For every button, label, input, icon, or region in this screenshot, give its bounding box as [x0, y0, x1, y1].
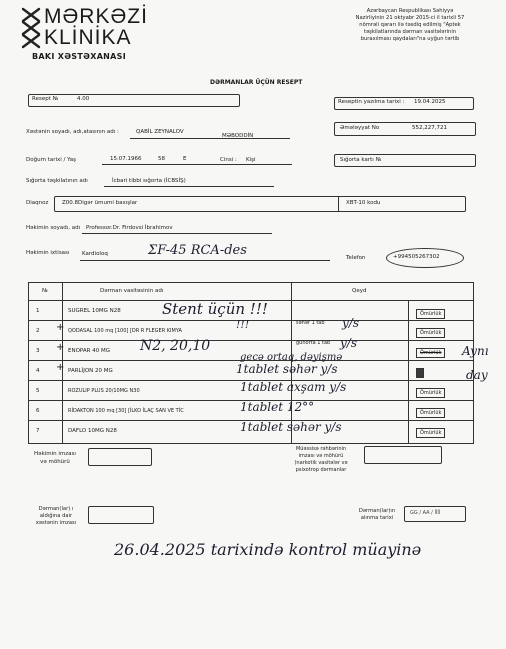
row-number: 5	[36, 388, 40, 394]
row-divider	[28, 320, 473, 321]
specialty-value: Kardioloq	[82, 251, 108, 257]
doctor-signature-label	[32, 450, 78, 466]
handwritten-row-note: 1tablet axşam y/s	[240, 380, 347, 394]
patient-value: QABİL ZEYNALOV	[136, 129, 184, 135]
recipe-no-label: Resept №	[32, 96, 59, 102]
lifelong-label: Ömürlük	[416, 408, 445, 418]
row-divider	[28, 340, 473, 341]
regulation-block	[335, 8, 485, 43]
row-number: 1	[36, 308, 40, 314]
patient-label: Xəstənin soyadı, adı,atasının adı :	[26, 129, 119, 135]
row-number: 6	[36, 408, 40, 414]
birth-label: Doğum tarixi / Yaş	[26, 157, 76, 163]
logo-mark-icon	[20, 6, 42, 50]
handwritten-row-note: gecə ortaq, dəyişmə	[240, 352, 343, 363]
drug-name: DAFLO 10MG N28	[68, 428, 117, 434]
divider	[130, 138, 290, 139]
card-label: Sığorta kartı №	[340, 157, 382, 163]
lifelong-label: Ömürlük	[416, 328, 445, 338]
date-label: Reseptin yazılma tarixi :	[338, 99, 405, 105]
age-unit: E	[183, 156, 187, 162]
handwritten-row-note-2: 1tablet səhər y/s	[236, 362, 338, 376]
regulation-line: Azərbaycan Respublikası Səhiyyə	[366, 8, 454, 14]
handwritten-row-note: 1tablet səhər y/s	[240, 420, 342, 434]
lifelong-label: Ömürlük	[416, 348, 445, 358]
plus-mark: +	[56, 362, 65, 373]
institution-signature-label	[286, 446, 356, 474]
phone-label: Telefon	[346, 255, 366, 261]
drug-name: ROZULIP PLUS 20/10MG N30	[68, 388, 140, 394]
regulation-line: Nazirliyinin 21 oktyabr 2015-ci il tarixli 57	[355, 15, 465, 21]
divider	[104, 186, 274, 187]
row-number: 4	[36, 368, 40, 374]
handwritten-control-note: 26.04.2025 tarixində kontrol müayinə	[114, 540, 422, 559]
drug-name: PARLİJON 20 MG	[68, 368, 113, 374]
received-date-label	[356, 508, 398, 522]
dose-text: günorta 1 tab	[296, 340, 331, 346]
dose-text: səhər 1 tab	[296, 320, 325, 326]
handwritten-row-note: 1tablet 12°°	[240, 400, 315, 414]
regulation-line: buraxılması qaydaları"na uyğun tərtib	[360, 36, 460, 42]
table-col-divider	[408, 300, 409, 443]
birth-value: 15.07.1966	[110, 156, 142, 162]
col-header-note: Qeyd	[352, 288, 367, 294]
col-header-drug: Dərman vasitəsinin adı	[100, 288, 164, 294]
handwritten-dose: y/s	[342, 316, 359, 330]
handwritten-row-note: N2, 20,10	[140, 338, 211, 354]
handwritten-specialty-note: ΣF-45 RCA-des	[148, 243, 247, 258]
row-number: 3	[36, 348, 40, 354]
institution-signature-line: (narkotik vasitələr və	[294, 460, 348, 466]
institution-signature-line: psixotrop dərmanlar	[295, 467, 347, 473]
document-title: DƏRMANLAR ÜÇÜN RESEPT	[210, 79, 303, 86]
gender-label: Cinsi :	[220, 157, 237, 163]
divider	[338, 196, 339, 211]
received-signature-line: aldığına dair	[39, 513, 73, 519]
handwritten-side-note: Aynı	[462, 344, 489, 358]
phone-value: +994505267302	[393, 254, 440, 260]
patient-father-name: MƏBODDİN	[222, 133, 254, 139]
received-signature-line: xəstənin imzası	[35, 520, 77, 526]
lifelong-label: Ömürlük	[416, 388, 445, 398]
handwritten-dose: y/s	[340, 336, 357, 350]
clinic-logo	[20, 6, 180, 56]
received-signature-label	[34, 506, 78, 527]
date-value: 19.04.2025	[414, 99, 446, 105]
lifelong-label: Ömürlük	[416, 428, 445, 438]
specialty-label: Həkimin ixtisası	[26, 250, 70, 256]
insurance-no-value: 552,227,721	[412, 125, 447, 131]
org-value: İcbari tibbi sığorta (İCBSİŞ)	[112, 178, 186, 184]
date-placeholder: GG / AA / İİİİ	[410, 510, 441, 516]
regulation-line: təşkilatlarında dərman vasitələrinin	[363, 29, 457, 35]
lifelong-label-crossed	[416, 368, 424, 378]
lifelong-label: Ömürlük	[416, 309, 445, 319]
recipe-no-box	[28, 94, 240, 107]
handwritten-row-note: Stent üçün !!!	[162, 300, 268, 318]
icd-label: XBT-10 kodu	[346, 200, 381, 206]
institution-signature-line: Müəssisə rəhbərinin	[295, 446, 347, 452]
recipe-no-value: 4.00	[77, 96, 90, 102]
received-signature-line: Dərman(lar) ı	[38, 506, 74, 512]
brand-line-1: MƏRKƏZİ	[44, 5, 148, 28]
gender-value: Kişi	[246, 157, 256, 163]
drug-name: RİDAKTON 100 mq [30] [İLKO İLAÇ SAN VE TİC	[68, 408, 184, 414]
doctor-signature-box	[88, 448, 152, 466]
diagnosis-value: Z00.8Digər ümumi baxışlar	[62, 200, 138, 206]
divider	[102, 164, 292, 165]
drug-name: ENOPAR 40 MG	[68, 348, 110, 354]
doctor-value: Professor.Dr. Firdovsi İbrahimov	[86, 225, 173, 231]
row-number: 7	[36, 428, 40, 434]
received-signature-box	[88, 506, 154, 524]
drug-name: QODASAL 100 mq [100] [DR R FLEGER KIMYA	[68, 328, 182, 334]
col-header-no: №	[42, 288, 48, 294]
received-date-line: Dərman(lar)ın	[358, 508, 396, 514]
plus-mark: +	[56, 342, 65, 353]
age-value: 58	[158, 156, 165, 162]
divider	[80, 260, 330, 261]
brand-line-2: KLİNİKA	[44, 26, 132, 49]
doctor-signature-line: Həkimin imzası	[34, 451, 76, 457]
drug-name: SUGREL 10MG N28	[68, 308, 121, 314]
row-number: 2	[36, 328, 40, 334]
handwritten-side-note: day	[466, 368, 488, 382]
handwritten-row-note: !!!	[236, 318, 250, 331]
received-date-line: alınma tarixi	[360, 515, 394, 521]
brand-subtitle: BAKI XƏSTƏXANASI	[32, 52, 127, 61]
doctor-signature-line: və möhürü	[40, 459, 70, 465]
diagnosis-label: Diaqnoz	[26, 200, 49, 206]
plus-mark: +	[56, 322, 65, 333]
institution-signature-box	[364, 446, 442, 464]
org-label: Sığorta təşkilatının adı	[26, 178, 88, 184]
doctor-label: Həkimin soyadı, adı	[26, 225, 81, 231]
insurance-no-label: Əmələyyat No	[340, 125, 380, 131]
divider	[82, 233, 272, 234]
institution-signature-line: imzası və möhürü	[298, 453, 344, 459]
regulation-line: nömrəli qərarı ilə təsdiq edilmiş "Aptek	[359, 22, 461, 28]
